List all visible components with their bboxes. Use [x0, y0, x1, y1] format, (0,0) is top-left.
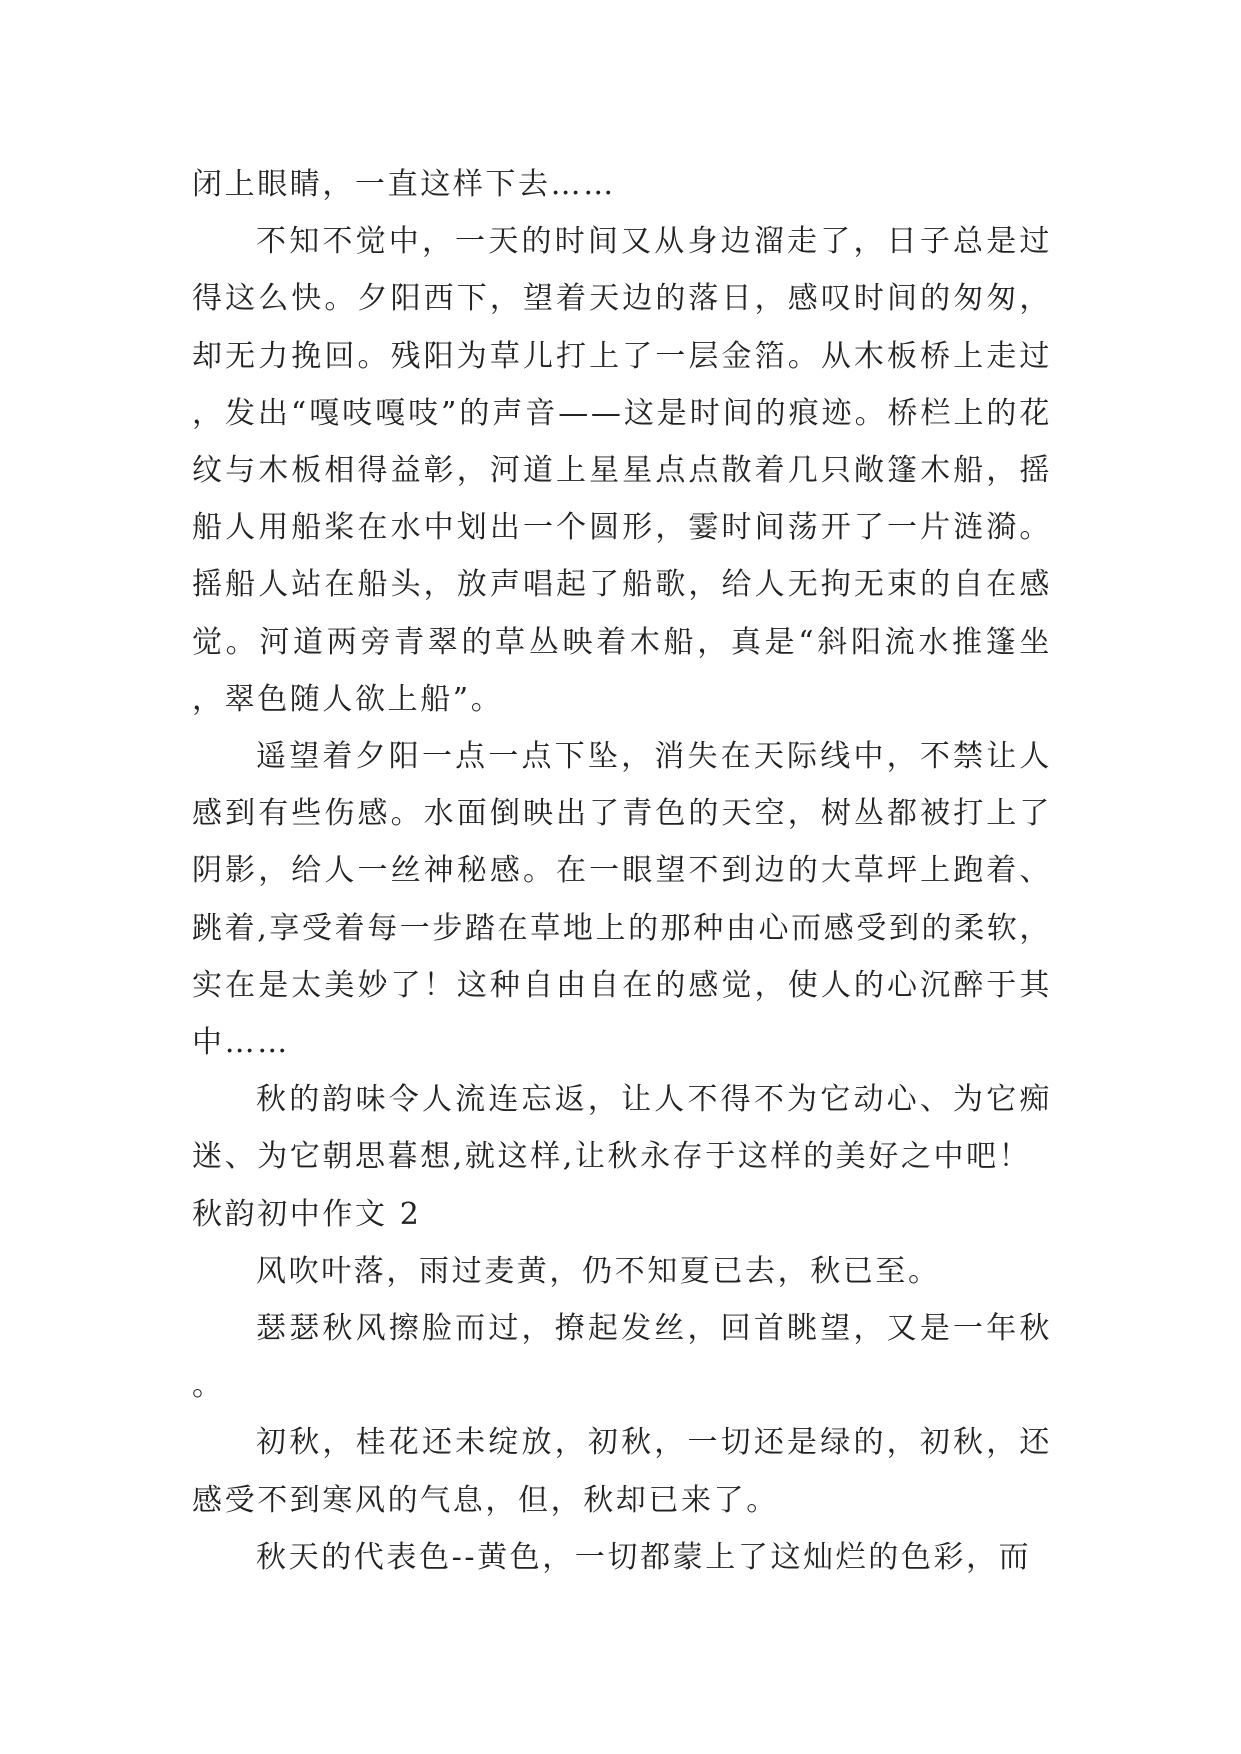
paragraph-grassland: 遥望着夕阳一点一点下坠，消失在天际线中，不禁让人感到有些伤感。水面倒映出了青色的天空，树丛都被打上了阴影，给人一丝神秘感。在一眼望不到边的大草坪上跑着、跳着,享受着每一步踏在草地上的那种由心而感受到的柔软，实在是太美妙了！这种自由自在的感觉，使人的心沉醉于其中……	[192, 739, 1052, 1061]
paragraph-early-autumn: 初秋，桂花还未绽放，初秋，一切还是绿的，初秋，还感受不到寒风的气息，但，秋却已来了。	[192, 1425, 1052, 1518]
document-body	[192, 156, 1052, 1586]
paragraph-wind-leaves: 风吹叶落，雨过麦黄，仍不知夏已去，秋已至。	[256, 1253, 941, 1289]
paragraph-autumn-charm: 秋的韵味令人流连忘返，让人不得不为它动心、为它痴迷、为它朝思暮想,就这样,让秋永存于这样的美好之中吧！	[192, 1082, 1052, 1175]
paragraph-autumn-wind: 瑟瑟秋风擦脸而过，撩起发丝，回首眺望，又是一年秋。	[192, 1311, 1052, 1404]
paragraph-sunset-river: 不知不觉中，一天的时间又从身边溜走了，日子总是过得这么快。夕阳西下，望着天边的落日，感叹时间的匆匆，却无力挽回。残阳为草儿打上了一层金箔。从木板桥上走过，发出“嘎吱嘎吱”的声音——这是时间的痕迹。桥栏上的花纹与木板相得益彰，河道上星星点点散着几只敞篷木船，摇船人用船桨在水中划出一个圆形，霎时间荡开了一片涟漪。摇船人站在船头，放声唱起了船歌，给人无拘无束的自在感觉。河道两旁青翠的草丛映着木船，真是“斜阳流水推篷坐，翠色随人欲上船”。	[192, 224, 1052, 717]
paragraph-yellow-color: 秋天的代表色--黄色，一切都蒙上了这灿烂的色彩，而	[256, 1539, 1032, 1575]
essay-title: 秋韵初中作文 2	[192, 1196, 422, 1232]
paragraph-continuation: 闭上眼睛，一直这样下去……	[192, 167, 616, 202]
